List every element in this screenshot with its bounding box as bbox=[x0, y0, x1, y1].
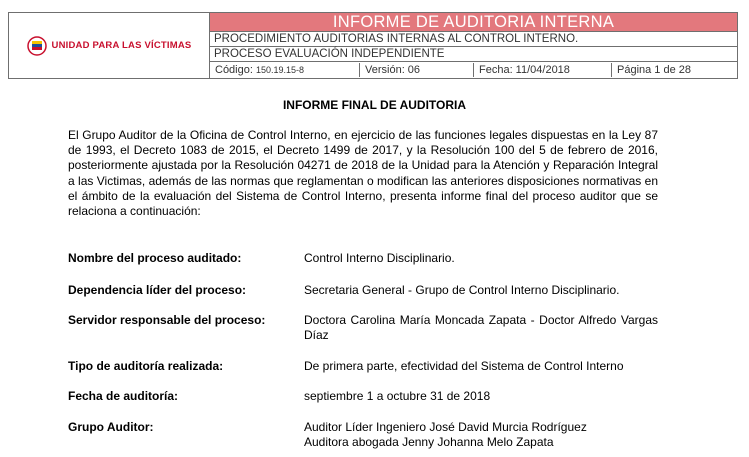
field-value: De primera parte, efectividad del Sistema de Control Interno bbox=[304, 359, 624, 373]
document-code bbox=[210, 63, 360, 77]
field-value: Doctora Carolina María Moncada Zapata - Doctor Alfredo Vargas Díaz bbox=[304, 313, 658, 342]
auditor-line: Auditor Líder Ingeniero José David Murcia Rodríguez bbox=[304, 420, 587, 434]
field-label: Nombre del proceso auditado: bbox=[68, 251, 242, 265]
process-name: PROCESO EVALUACIÓN INDEPENDIENTE bbox=[210, 47, 738, 62]
document-header bbox=[8, 12, 738, 79]
field-label: Servidor responsable del proceso: bbox=[68, 313, 266, 327]
field-label: Dependencia líder del proceso: bbox=[68, 283, 247, 297]
document-title: INFORME DE AUDITORIA INTERNA bbox=[210, 13, 738, 32]
auditor-line: Auditora abogada Jenny Johanna Melo Zapata bbox=[304, 435, 554, 449]
procedure-name: PROCEDIMIENTO AUDITORIAS INTERNAS AL CONTROL INTERNO. bbox=[210, 32, 738, 47]
document-version: Versión: 06 bbox=[360, 63, 474, 77]
page-number: Página 1 de 28 bbox=[617, 64, 692, 76]
logo-cell bbox=[9, 13, 210, 79]
logo-text: UNIDAD PARA LAS VÍCTIMAS bbox=[51, 40, 192, 51]
document-date: Fecha: 11/04/2018 bbox=[474, 63, 612, 77]
emblem-icon bbox=[27, 36, 47, 56]
document-meta-row bbox=[210, 63, 737, 77]
field-value: Secretaria General - Grupo de Control Interno Disciplinario. bbox=[304, 283, 620, 297]
field-label: Tipo de auditoría realizada: bbox=[68, 359, 224, 373]
field-value: septiembre 1 a octubre 31 de 2018 bbox=[304, 389, 491, 403]
document-meta-cell bbox=[210, 62, 738, 79]
intro-paragraph: El Grupo Auditor de la Oficina de Control Interno, en ejercicio de las funciones legales dispuestas en la Ley 87 de 1993, el Decreto 1083 de 2015, el Decreto 1499 de 2017, y la Resolución 100 del 5 de febrero de 2016, posteriormente ajustada por la Resolución 04271 de 2018 de la Unidad para la Atención y Reparación Integral a las Victimas, además de las normas que reglamentan o modifican las anteriores disposiciones normativas en el ámbito de la evaluación del Sistema de Control Interno, presenta informe final del proceso auditor que se relaciona a continuación: bbox=[68, 128, 658, 219]
code-label: Código: bbox=[215, 64, 253, 76]
field-label: Grupo Auditor: bbox=[68, 420, 154, 434]
organization-logo bbox=[9, 36, 209, 56]
field-value: Control Interno Disciplinario. bbox=[304, 251, 455, 265]
report-title: INFORME FINAL DE AUDITORIA bbox=[282, 98, 467, 112]
code-value: 150.19.15-8 bbox=[255, 65, 305, 75]
field-value bbox=[304, 420, 658, 450]
field-label: Fecha de auditoría: bbox=[68, 389, 179, 403]
